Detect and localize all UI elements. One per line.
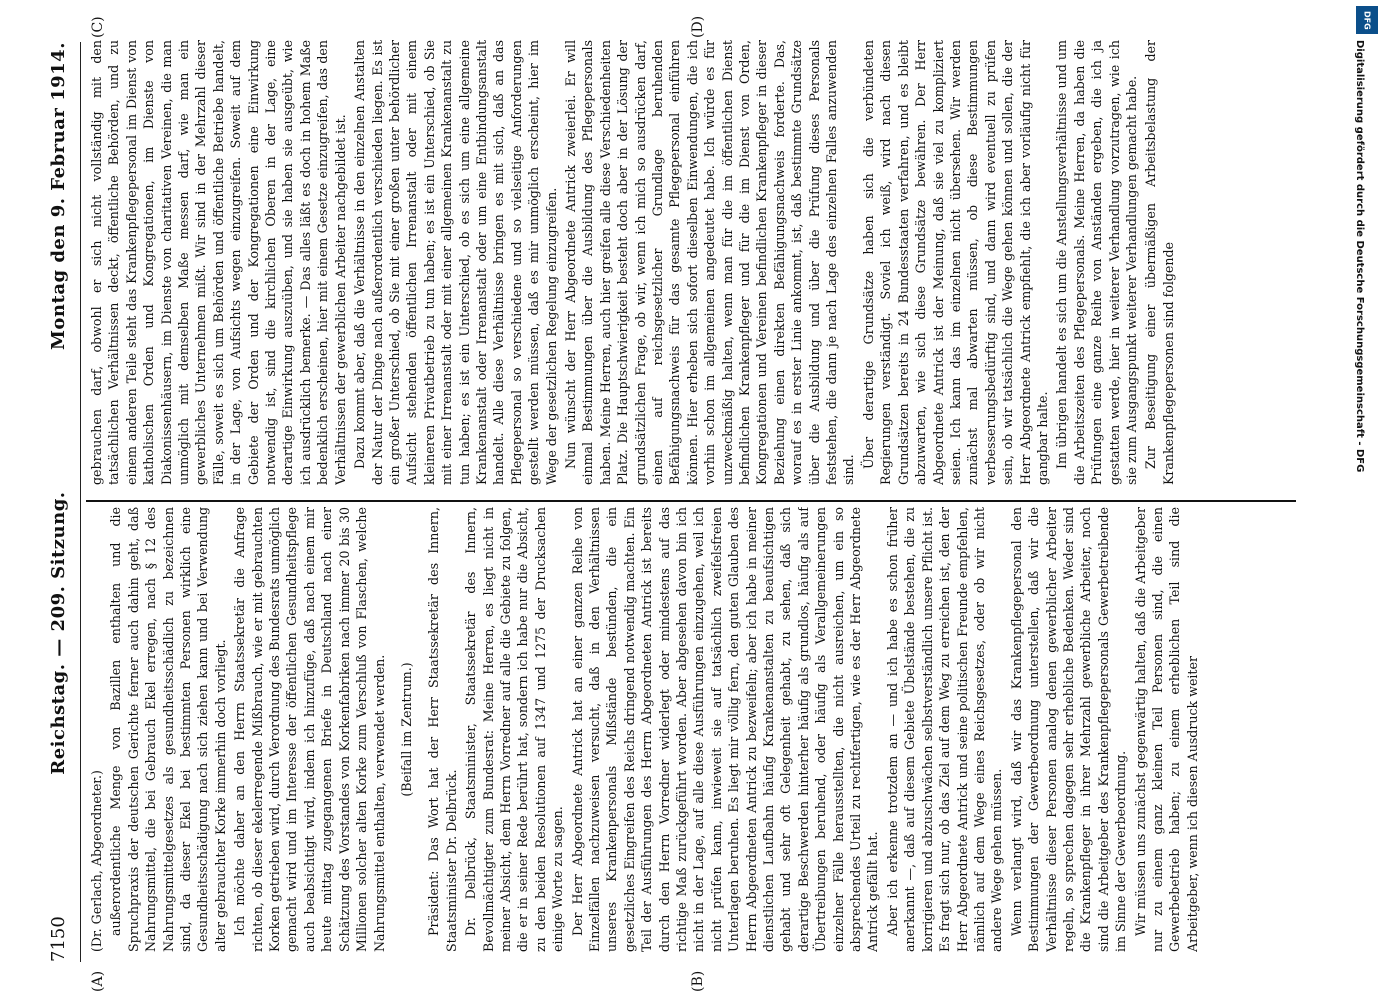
header-rule: [80, 42, 81, 962]
paragraph: Nun wünscht der Herr Abgeordnete Antrick zweierlei. Er will einmal Bestimmungen über die Ausbildung des Pflegepersonals haben. Meine Herren, auch hier greifen alle diese Verschiedenheiten Platz. Die Hauptschwierigkeit besteht doch aber in der Lösung der grundsätzlichen Frage, ob wir, wenn ich mich so ausdrücken darf, einen auf reichsgesetzlicher Grundlage beruhenden Befähigungsnachweis für das gesamte Pflegepersonal einführen können. Hier erheben sich sofort dieselben Einwendungen, die ich vorhin schon im allgemeinen angedeutet habe. Ich würde es für unzweckmäßig halten, wenn man für die im öffentlichen Dienst befindlichen Krankenpfleger und für die im Dienst von Orden, Kongregationen und Vereinen befindlichen Krankenpfleger in dieser Beziehung einen direkten Befähigungsnachweis forderte. Das, worauf es in erster Linie ankommt, ist, daß bestimmte Grundsätze über die Ausbildung und über die Prüfung dieses Personals feststehen, die dann je nach Lage des einzelnen Falles anzuwenden sind.: [562, 40, 857, 485]
paragraph: Dazu kommt aber, daß die Verhältnisse in den einzelnen Anstalten der Natur der Dinge nach außerordentlich verschieden liegen. Es ist ein großer Unterschied, ob Sie mit einer großen unter behördlicher Aufsicht stehenden öffentlichen Irrenanstalt oder mit einem kleineren Privatbetrieb zu tun haben; es ist ein Unterschied, ob Sie mit einer Irrenanstalt oder mit einer allgemeinen Krankenanstalt zu tun haben; es ist ein Unterschied, ob es sich um eine allgemeine Krankenanstalt oder Irrenanstalt oder um eine Entbindungsanstalt handelt. Alle diese Verhältnisse bringen es mit sich, daß an das Pflegepersonal so verschiedene und so vielseitige Anforderungen gestellt werden müssen, daß es mir unmöglich erscheint, hier im Wege der gesetzlichen Regelung einzugreifen.: [352, 40, 559, 485]
paragraph: Der Herr Abgeordnete Antrick hat an einer ganzen Reihe von Einzelfällen nachzuweisen versucht, daß in den Verhältnissen unseres Krankenpersonals Mißstände bestünden, die ein gesetzliches Eingreifen des Reichs dringend notwendig machten. Ein Teil der Ausführungen des Herrn Abgeordneten Antrick ist bereits durch den Herrn Vorredner widerlegt oder mindestens auf das richtige Maß zurückgeführt worden. Aber abgesehen davon bin ich nicht in der Lage, auf alle diese Ausführungen einzugehen, weil ich nicht prüfen kann, inwieweit sie auf tatsächlich zweifelsfreien Unterlagen beruhen. Es liegt mir völlig fern, den guten Glauben des Herrn Abgeordneten Antrick zu bezweifeln; aber ich habe in meiner dienstlichen Laufbahn häufig Krankenanstalten zu beaufsichtigen gehabt und sehr oft Gelegenheit gehabt, zu sehen, daß sich derartige Beschwerden hinterher häufig als grundlos, häufig als auf Übertreibungen beruhend, oder häufig als Verallgemeinerungen einzelner Fälle herausstellten, die nicht ausreichen, um ein so absprechendes Urteil zu rechtfertigen, wie es der Herr Abgeordnete Antrick gefällt hat.: [569, 507, 881, 952]
session-title: Reichstag. — 209. Sitzung.: [47, 491, 69, 775]
right-column: [88, 40, 1298, 485]
column-divider: [86, 500, 1296, 502]
applause-note: (Beifall im Zentrum.): [398, 662, 414, 797]
page-number: 7150: [47, 916, 69, 962]
page-header: [38, 42, 78, 962]
paragraph: gebrauchen darf, obwohl er sich nicht vollständig mit den tatsächlichen Verhältnissen deckt, öffentliche Behörden, und zu einem anderen Teile steht das Krankenpflegepersonal im Dienst von katholischen Orden und Kongregationen, im Dienste von Diakonissenhäusern, im Dienste von charitativen Vereinen, die man unmöglich mit demselben Maße messen darf, wie man ein gewerbliches Unternehmen mißt. Wir sind in der Mehrzahl dieser Fälle, soweit es sich um Behörden und öffentliche Betriebe handelt, in der Lage, von Aufsichts wegen einzugreifen. Soweit auf dem Gebiete der Orden und der Kongregationen eine Einwirkung notwendig ist, sind die kirchlichen Oberen in der Lage, eine derartige Einwirkung auszuüben, und sie haben sie ausgeübt, wie ich ausdrücklich bemerke. — Das alles läßt es doch in hohem Maße bedenklich erscheinen, hier mit einem Gesetze einzugreifen, das den Verhältnissen der gewerblichen Arbeiter nachgebildet ist.: [89, 40, 348, 485]
paragraph: Wir müssen uns zunächst gegenwärtig halten, daß die Arbeitgeber nur zu einem ganz kleinen Teil Personen sind, die einen Gewerbebetrieb haben; zu einem erheblichen Teil sind die Arbeitgeber, wenn ich diesen Ausdruck weiter: [1132, 507, 1200, 952]
credit-text: Digitalisierung gefördert durch die Deutsche Forschungsgemeinschaft - DFG: [1354, 40, 1365, 473]
paragraph: Zur Beseitigung einer übermäßigen Arbeitsbelastung der Krankenpflegepersonen sind folgende: [1143, 40, 1176, 485]
paragraph: Ich möchte daher an den Herrn Staatssekretär die Anfrage richten, ob dieser ekelerregende Mißbrauch, wie er mit gebrauchten Korken getrieben wird, durch Verordnung des Bundesrats unmöglich gemacht wird und im Interesse der öffentlichen Gesundheitspflege auch beabsichtigt wird, indem ich hinzufüge, daß nach einem mir heute mittag zugegangenen Briefe in Deutschland nach einer Schätzung des Vorstandes von Korkenfabriken nach immer 20 bis 30 Millionen solcher alten Korke zum Verschluß von Flaschen, welche Nahrungsmittel enthalten, verwendet werden.: [232, 507, 387, 952]
paragraph: Im übrigen handelt es sich um die Anstellungsverhältnisse und um die Arbeitszeiten des Pflegepersonals. Meine Herren, da haben die Prüfungen eine ganze Reihe von Anständen ergeben, die ich ja gestatten werde, hier in weiterer Verhandlung vorzutragen, wie ich sie zum Ausgangspunkt weiterer Verhandlungen gemacht habe.: [1054, 40, 1139, 485]
paragraph: Über derartige Grundsätze haben sich die verbündeten Regierungen verständigt. Soviel ich weiß, wird nach diesen Grundsätzen bereits in 24 Bundesstaaten verfahren, und es bleibt abzuwarten, wie sich diese Grundsätze bewähren. Der Herr Abgeordnete Antrick ist der Meinung, daß sie viel zu kompliziert seien. Ich kann das im einzelnen nicht übersehen. Wir werden zunächst mal abwarten müssen, ob diese Bestimmungen verbesserungsbedürftig sind, und dann wird eventuell zu prüfen sein, ob wir tatsächlich die Wege gehen können und sollen, die der Herr Abgeordnete Antrick empfiehlt, die ich aber vorläufig nicht für gangbar halte.: [860, 40, 1050, 485]
margin-marker-d: (D): [690, 15, 706, 38]
speaker-note: (Dr. Gerlach, Abgeordneter.): [89, 770, 104, 952]
paragraph: Aber ich erkenne trotzdem an — und ich habe es schon früher anerkannt —, daß auf diesem Gebiete Übelstände bestehen, die zu korrigieren und abzuschwächen selbstverständlich unsere Pflicht ist. Es fragt sich nur, ob das Ziel auf dem Weg zu erreichen ist, den der Herr Abgeordnete Antrick und seine politischen Freunde empfehlen, nämlich auf dem Wege eines Reichsgesetzes, oder ob wir nicht andere Wege gehen müssen.: [884, 507, 1005, 952]
paragraph: Präsident: Das Wort hat der Herr Staatssekretär des Innern, Staatsminister Dr. Delbrück.: [426, 507, 459, 952]
paragraph: Dr. Delbrück, Staatsminister, Staatssekretär des Innern, Bevollmächtigter zum Bundesrat: Meine Herren, es liegt nicht in meiner Absicht, dem Herrn Vorredner auf alle die Gebiete zu folgen, die er in seiner Rede berührt hat, sondern ich habe nur die Absicht, zu den beiden Resolutionen auf 1347 und 1275 der Drucksachen einige Worte zu sagen.: [463, 507, 566, 952]
paragraph: Wenn verlangt wird, daß wir das Krankenpflegepersonal den Bestimmungen der Gewerbeordnung unterstellen, daß wir die Verhältnisse dieser Personen analog denen gewerblicher Arbeiter regeln, so sprechen dagegen sehr erhebliche Bedenken. Weder sind die Krankenpfleger in ihrer Mehrzahl gewerbliche Arbeiter, noch sind die Arbeitgeber des Krankenpflegepersonals Gewerbetreibende im Sinne der Gewerbeordnung.: [1008, 507, 1129, 952]
margin-marker-a: (A): [90, 970, 106, 992]
session-date: Montag den 9. Februar 1914.: [47, 42, 69, 350]
digitization-credit: [1345, 40, 1375, 860]
paragraph: außerordentliche Menge von Bazillen enthalten und die Spruchpraxis der deutschen Gerichte ferner auch dahin geht, daß Nahrungsmittel, die bei Gebrauch Ekel erregen, nach § 12 des Nahrungsmittelgesetzes als gesundheitsschädlich zu bezeichnen sind, da dieser Ekel bei bestimmten Personen wirklich eine Gesundheitsschädigung nach sich ziehen kann und bei Verwendung alter gebrauchter Korke immerhin doch vorliegt.: [108, 507, 228, 952]
left-column: [88, 507, 1298, 952]
margin-marker-b: (B): [690, 970, 706, 992]
margin-marker-c: (C): [90, 16, 106, 38]
dfg-logo: DFG: [1356, 6, 1378, 34]
